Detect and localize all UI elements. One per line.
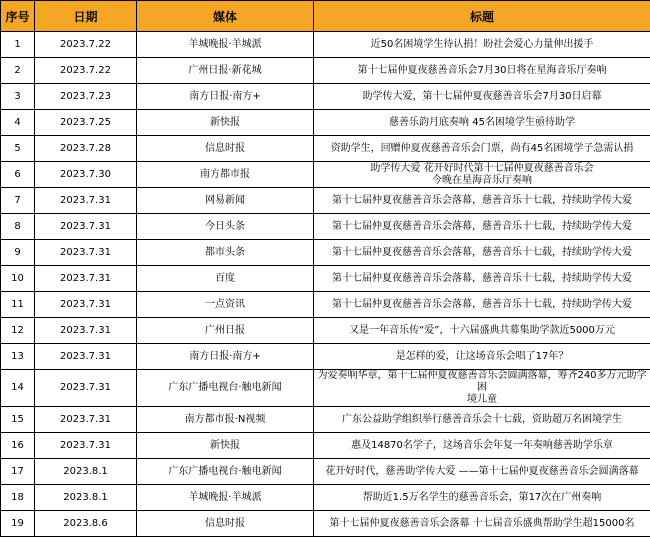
- date-cell: 2023.8.6: [35, 511, 137, 537]
- title-line: 第十七届仲夏夜慈善音乐会落幕，慈善音乐十七载，持续助学传大爱: [332, 246, 632, 258]
- media-cell: 百度: [137, 266, 314, 292]
- table-row: [1, 318, 650, 344]
- media-cell: 广州日报: [137, 318, 314, 344]
- title-line: 第十七届仲夏夜慈善音乐会落幕 十七届音乐盛典帮助学生超15000名: [329, 517, 635, 529]
- table-row: [1, 511, 650, 537]
- row-number-cell: 1: [1, 32, 35, 58]
- table-row: [1, 266, 650, 292]
- table-row: [1, 188, 650, 214]
- media-cell: 广州日报·新花城: [137, 58, 314, 84]
- row-number-cell: 4: [1, 110, 35, 136]
- date-cell: 2023.7.22: [35, 32, 137, 58]
- header-date: 日期: [35, 1, 137, 32]
- table-row: [1, 136, 650, 162]
- table-row: [1, 84, 650, 110]
- title-cell: [314, 292, 650, 318]
- row-number-cell: 6: [1, 162, 35, 188]
- title-cell: [314, 110, 650, 136]
- date-cell: 2023.7.31: [35, 318, 137, 344]
- media-cell: 都市头条: [137, 240, 314, 266]
- title-cell: [314, 318, 650, 344]
- title-cell: [314, 459, 650, 485]
- date-cell: 2023.7.31: [35, 214, 137, 240]
- table-row: [1, 407, 650, 433]
- media-cell: 新快报: [137, 110, 314, 136]
- title-line: 助学传大爱，第十七届仲夏夜慈善音乐会7月30日启幕: [362, 90, 602, 102]
- title-line: 慈善乐韵月底奏响 45名困境学生亟待助学: [389, 116, 575, 128]
- media-cell: 信息时报: [137, 511, 314, 537]
- date-cell: 2023.7.23: [35, 84, 137, 110]
- media-cell: 南方日报·南方+: [137, 84, 314, 110]
- table-row: [1, 292, 650, 318]
- title-line: 第十七届仲夏夜慈善音乐会落幕，慈善音乐十七载，持续助学传大爱: [332, 220, 632, 232]
- row-number-cell: 8: [1, 214, 35, 240]
- row-number-cell: 2: [1, 58, 35, 84]
- title-cell: [314, 162, 650, 188]
- media-cell: 新快报: [137, 433, 314, 459]
- date-cell: 2023.7.31: [35, 370, 137, 407]
- title-line: 为爱奏响华章，第十七届仲夏夜慈善音乐会圆满落幕，筹齐240多万元助学困: [317, 370, 647, 393]
- table-row: [1, 110, 650, 136]
- date-cell: 2023.7.31: [35, 240, 137, 266]
- title-line: 助学传大爱 花开好时代第十七届仲夏夜慈善音乐会: [370, 162, 594, 174]
- title-cell: [314, 214, 650, 240]
- row-number-cell: 5: [1, 136, 35, 162]
- date-cell: 2023.7.22: [35, 58, 137, 84]
- table-row: [1, 433, 650, 459]
- date-cell: 2023.7.31: [35, 188, 137, 214]
- title-cell: [314, 433, 650, 459]
- title-line: 今晚在星海音乐厅奏响: [432, 174, 532, 186]
- date-cell: 2023.8.1: [35, 459, 137, 485]
- title-cell: [314, 188, 650, 214]
- table-row: [1, 162, 650, 188]
- row-number-cell: 19: [1, 511, 35, 537]
- media-cell: 南方都市报: [137, 162, 314, 188]
- table-row: [1, 459, 650, 485]
- title-line: 又是一年音乐传“爱”，十六届盛典共募集助学款近5000万元: [349, 324, 615, 336]
- media-cell: 广东广播电视台·触电新闻: [137, 370, 314, 407]
- title-line: 花开好时代，慈善助学传大爱 ——第十七届仲夏夜慈善音乐会圆满落幕: [325, 465, 639, 477]
- title-line: 是怎样的爱，让这场音乐会唱了17年？: [395, 350, 569, 362]
- title-cell: [314, 485, 650, 511]
- header-media: 媒体: [137, 1, 314, 32]
- media-cell: 南方日报·南方+: [137, 344, 314, 370]
- date-cell: 2023.8.1: [35, 485, 137, 511]
- media-cell: 羊城晚报·羊城派: [137, 32, 314, 58]
- title-cell: [314, 58, 650, 84]
- media-cell: 羊城晚报·羊城派: [137, 485, 314, 511]
- title-line: 第十七届仲夏夜慈善音乐会落幕，慈善音乐十七载，持续助学传大爱: [332, 298, 632, 310]
- title-cell: [314, 84, 650, 110]
- table-row: [1, 344, 650, 370]
- title-cell: [314, 370, 650, 407]
- row-number-cell: 12: [1, 318, 35, 344]
- media-cell: 广东广播电视台·触电新闻: [137, 459, 314, 485]
- media-cell: 网易新闻: [137, 188, 314, 214]
- date-cell: 2023.7.25: [35, 110, 137, 136]
- date-cell: 2023.7.31: [35, 344, 137, 370]
- date-cell: 2023.7.31: [35, 292, 137, 318]
- date-cell: 2023.7.31: [35, 266, 137, 292]
- date-cell: 2023.7.28: [35, 136, 137, 162]
- row-number-cell: 16: [1, 433, 35, 459]
- row-number-cell: 7: [1, 188, 35, 214]
- title-line: 境儿童: [467, 394, 497, 405]
- row-number-cell: 14: [1, 370, 35, 407]
- header-row: [1, 1, 650, 32]
- row-number-cell: 13: [1, 344, 35, 370]
- title-line: 广东公益助学组织举行慈善音乐会十七载，资助超万名困境学生: [342, 413, 622, 425]
- title-line: 第十七届仲夏夜慈善音乐会落幕，慈善音乐十七载，持续助学传大爱: [332, 272, 632, 284]
- row-number-cell: 18: [1, 485, 35, 511]
- table-row: [1, 370, 650, 407]
- title-line: 帮助近1.5万名学生的慈善音乐会，第17次在广州奏响: [362, 491, 602, 503]
- title-cell: [314, 266, 650, 292]
- title-line: 第十七届仲夏夜慈善音乐会7月30日将在星海音乐厅奏响: [357, 64, 607, 76]
- title-cell: [314, 240, 650, 266]
- title-cell: [314, 344, 650, 370]
- table-row: [1, 58, 650, 84]
- date-cell: 2023.7.31: [35, 433, 137, 459]
- row-number-cell: 9: [1, 240, 35, 266]
- title-line: 第十七届仲夏夜慈善音乐会落幕，慈善音乐十七载，持续助学传大爱: [332, 194, 632, 206]
- date-cell: 2023.7.31: [35, 407, 137, 433]
- media-cell: 一点资讯: [137, 292, 314, 318]
- title-line: 资助学生，回赠仲夏夜慈善音乐会门票，尚有45名困境学子急需认捐: [330, 142, 634, 154]
- header-no: 序号: [1, 1, 35, 32]
- table-row: [1, 32, 650, 58]
- title-cell: [314, 511, 650, 537]
- row-number-cell: 3: [1, 84, 35, 110]
- title-cell: [314, 407, 650, 433]
- table-row: [1, 485, 650, 511]
- media-cell: 南方都市报·N视频: [137, 407, 314, 433]
- header-title: 标题: [314, 1, 650, 32]
- media-cell: 今日头条: [137, 214, 314, 240]
- row-number-cell: 11: [1, 292, 35, 318]
- title-cell: [314, 32, 650, 58]
- media-cell: 信息时报: [137, 136, 314, 162]
- title-cell: [314, 136, 650, 162]
- table-row: [1, 214, 650, 240]
- row-number-cell: 17: [1, 459, 35, 485]
- title-line: 惠及14870名学子，这场音乐会年复一年奏响慈善助学乐章: [351, 439, 613, 451]
- table-body: [1, 32, 650, 537]
- row-number-cell: 15: [1, 407, 35, 433]
- title-line: 近50名困境学生待认捐！盼社会爱心力量伸出援手: [370, 38, 594, 50]
- table-row: [1, 240, 650, 266]
- row-number-cell: 10: [1, 266, 35, 292]
- date-cell: 2023.7.30: [35, 162, 137, 188]
